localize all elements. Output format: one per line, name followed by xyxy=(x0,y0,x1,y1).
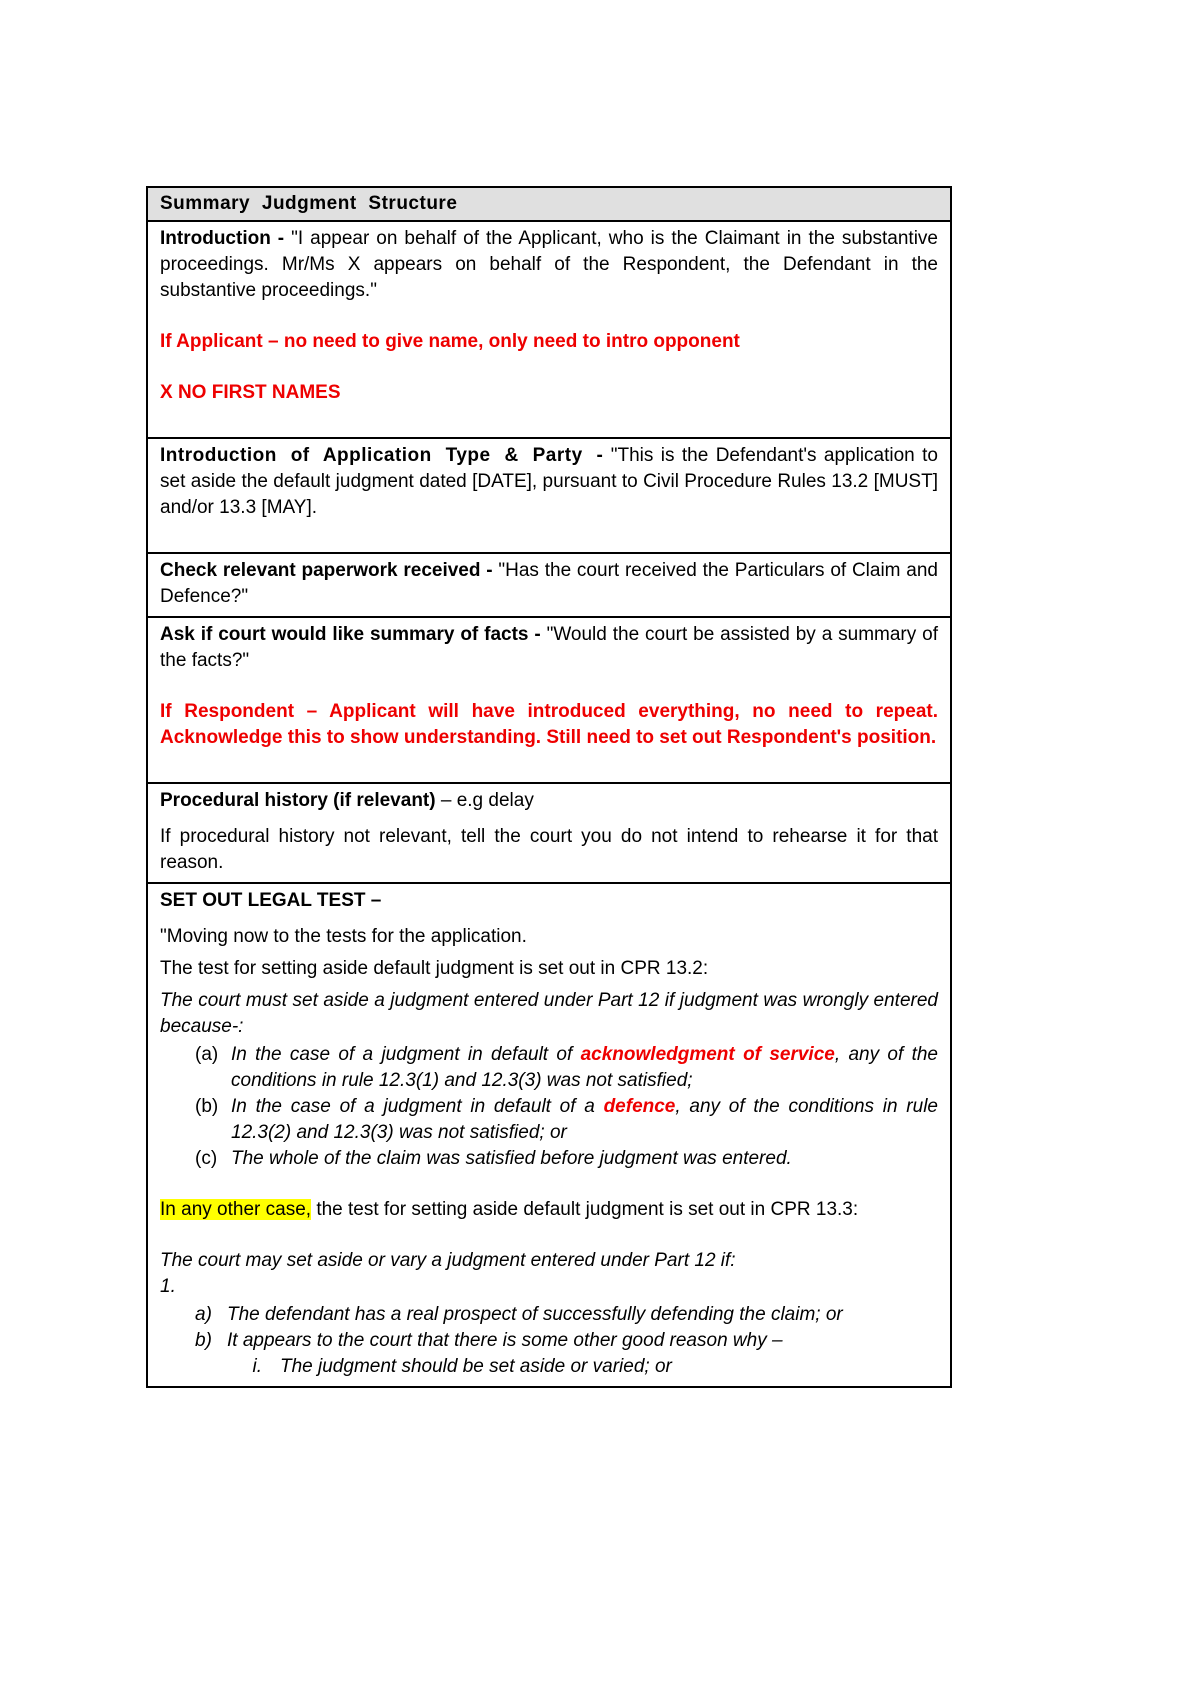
procedural-label: Procedural history (if relevant) xyxy=(160,790,436,811)
table-row xyxy=(147,553,951,617)
legal-test-must-rule: The court must set aside a judgment entered under Part 12 if judgment was wrongly entered because-: xyxy=(160,990,938,1037)
list-item: b) It appears to the court that there is some other good reason why – xyxy=(195,1330,783,1351)
cpr132-list xyxy=(160,1042,938,1172)
summary-judgment-table xyxy=(146,186,952,1388)
intro-label: Introduction - xyxy=(160,228,285,249)
table-row xyxy=(147,617,951,783)
intro-cell xyxy=(147,221,951,438)
legal-test-intro: "Moving now to the tests for the application. xyxy=(160,926,527,947)
list-item: (b) In the case of a judgment in default of a defence, any of the conditions in rule 12.3(2) and 12.3(3) was not satisfied; or xyxy=(195,1096,938,1143)
procedural-para: If procedural history not relevant, tell the court you do not intend to rehearse it for that reason. xyxy=(160,826,938,873)
table-row xyxy=(147,438,951,553)
table-header xyxy=(147,187,951,221)
table-row xyxy=(147,783,951,883)
cpr133-list xyxy=(160,1302,938,1380)
highlighted-text: In any other case, xyxy=(160,1199,312,1220)
paperwork-label: Check relevant paperwork received - xyxy=(160,560,493,581)
facts-label: Ask if court would like summary of facts - xyxy=(160,624,541,645)
intro-note-applicant: If Applicant – no need to give name, only need to intro opponent xyxy=(160,331,740,352)
procedural-cell xyxy=(147,783,951,883)
table-row xyxy=(147,187,951,221)
intro-note-names: X NO FIRST NAMES xyxy=(160,382,341,403)
application-label: Introduction of Application Type & Party - xyxy=(160,445,604,466)
list-item: (a) In the case of a judgment in default of acknowledgment of service, any of the conditions in rule 12.3(1) and 12.3(3) was not satisfied; xyxy=(195,1044,938,1091)
defence-emphasis: defence xyxy=(603,1096,676,1117)
table-row xyxy=(147,883,951,1387)
paperwork-text: "Has the court received the Particulars of Claim and Defence?" xyxy=(160,560,939,607)
procedural-text: – e.g delay xyxy=(435,790,534,811)
legal-test-label: SET OUT LEGAL TEST – xyxy=(160,890,382,911)
application-text: "This is the Defendant's application to set aside the default judgment dated [DATE], pursuant to Civil Procedure Rules 13.2 [MUST] and/or 13.3 [MAY]. xyxy=(160,445,938,518)
facts-text: "Would the court be assisted by a summary of the facts?" xyxy=(160,624,938,671)
legal-test-number: 1. xyxy=(160,1276,176,1297)
acknowledgment-emphasis: acknowledgment of service xyxy=(580,1044,835,1065)
paperwork-cell xyxy=(147,553,951,617)
legal-test-cpr132: The test for setting aside default judgment is set out in CPR 13.2: xyxy=(160,958,709,979)
facts-note-respondent: If Respondent – Applicant will have introduced everything, no need to repeat. Acknowledge this to show understanding. Still need to set out Respondent's position. xyxy=(160,701,938,748)
page-title: Summary Judgment Structure xyxy=(160,193,458,214)
facts-cell xyxy=(147,617,951,783)
list-item: a) The defendant has a real prospect of successfully defending the claim; or xyxy=(195,1304,843,1325)
list-item: i. The judgment should be set aside or varied; or xyxy=(252,1356,672,1377)
legal-test-may-rule: The court may set aside or vary a judgment entered under Part 12 if: xyxy=(160,1250,736,1271)
table-row xyxy=(147,221,951,438)
application-cell xyxy=(147,438,951,553)
legal-test-cell: SET OUT LEGAL TEST – "Moving now to the tests for the application. The test for setting aside default judgment is set out in CPR 13.2: The court must set aside a judgment entered under Part 12 if judgment was wrongly entered because-: (a) In the case of a judgment in default of acknowledgment of service, any of the conditions in rule 12.3(1) and 12.3(3) was not satisfied; (b) In the case of a judgment in default of a defence, any of the conditions in rule 12.3(2) and 12.3(3) was not satisfied; or (c) The whole of the claim was satisfied before judgment was entered. In any other case, the test for setting aside default judgment is set out in CPR 13.3: The court may set aside or vary a judgment entered under Part 12 if: 1. a) The defendant has a real prospect of successfully defending the claim; or b) It appears to the court that there is some other good reason why – i. The judgment should be set aside or varied; or xyxy=(147,883,951,1387)
intro-text: "I appear on behalf of the Applicant, who is the Claimant in the substantive proceedings. Mr/Ms X appears on behalf of the Respondent, the Defendant in the substantive proceedings." xyxy=(160,228,938,301)
list-item: (c) The whole of the claim was satisfied before judgment was entered. xyxy=(195,1148,792,1169)
